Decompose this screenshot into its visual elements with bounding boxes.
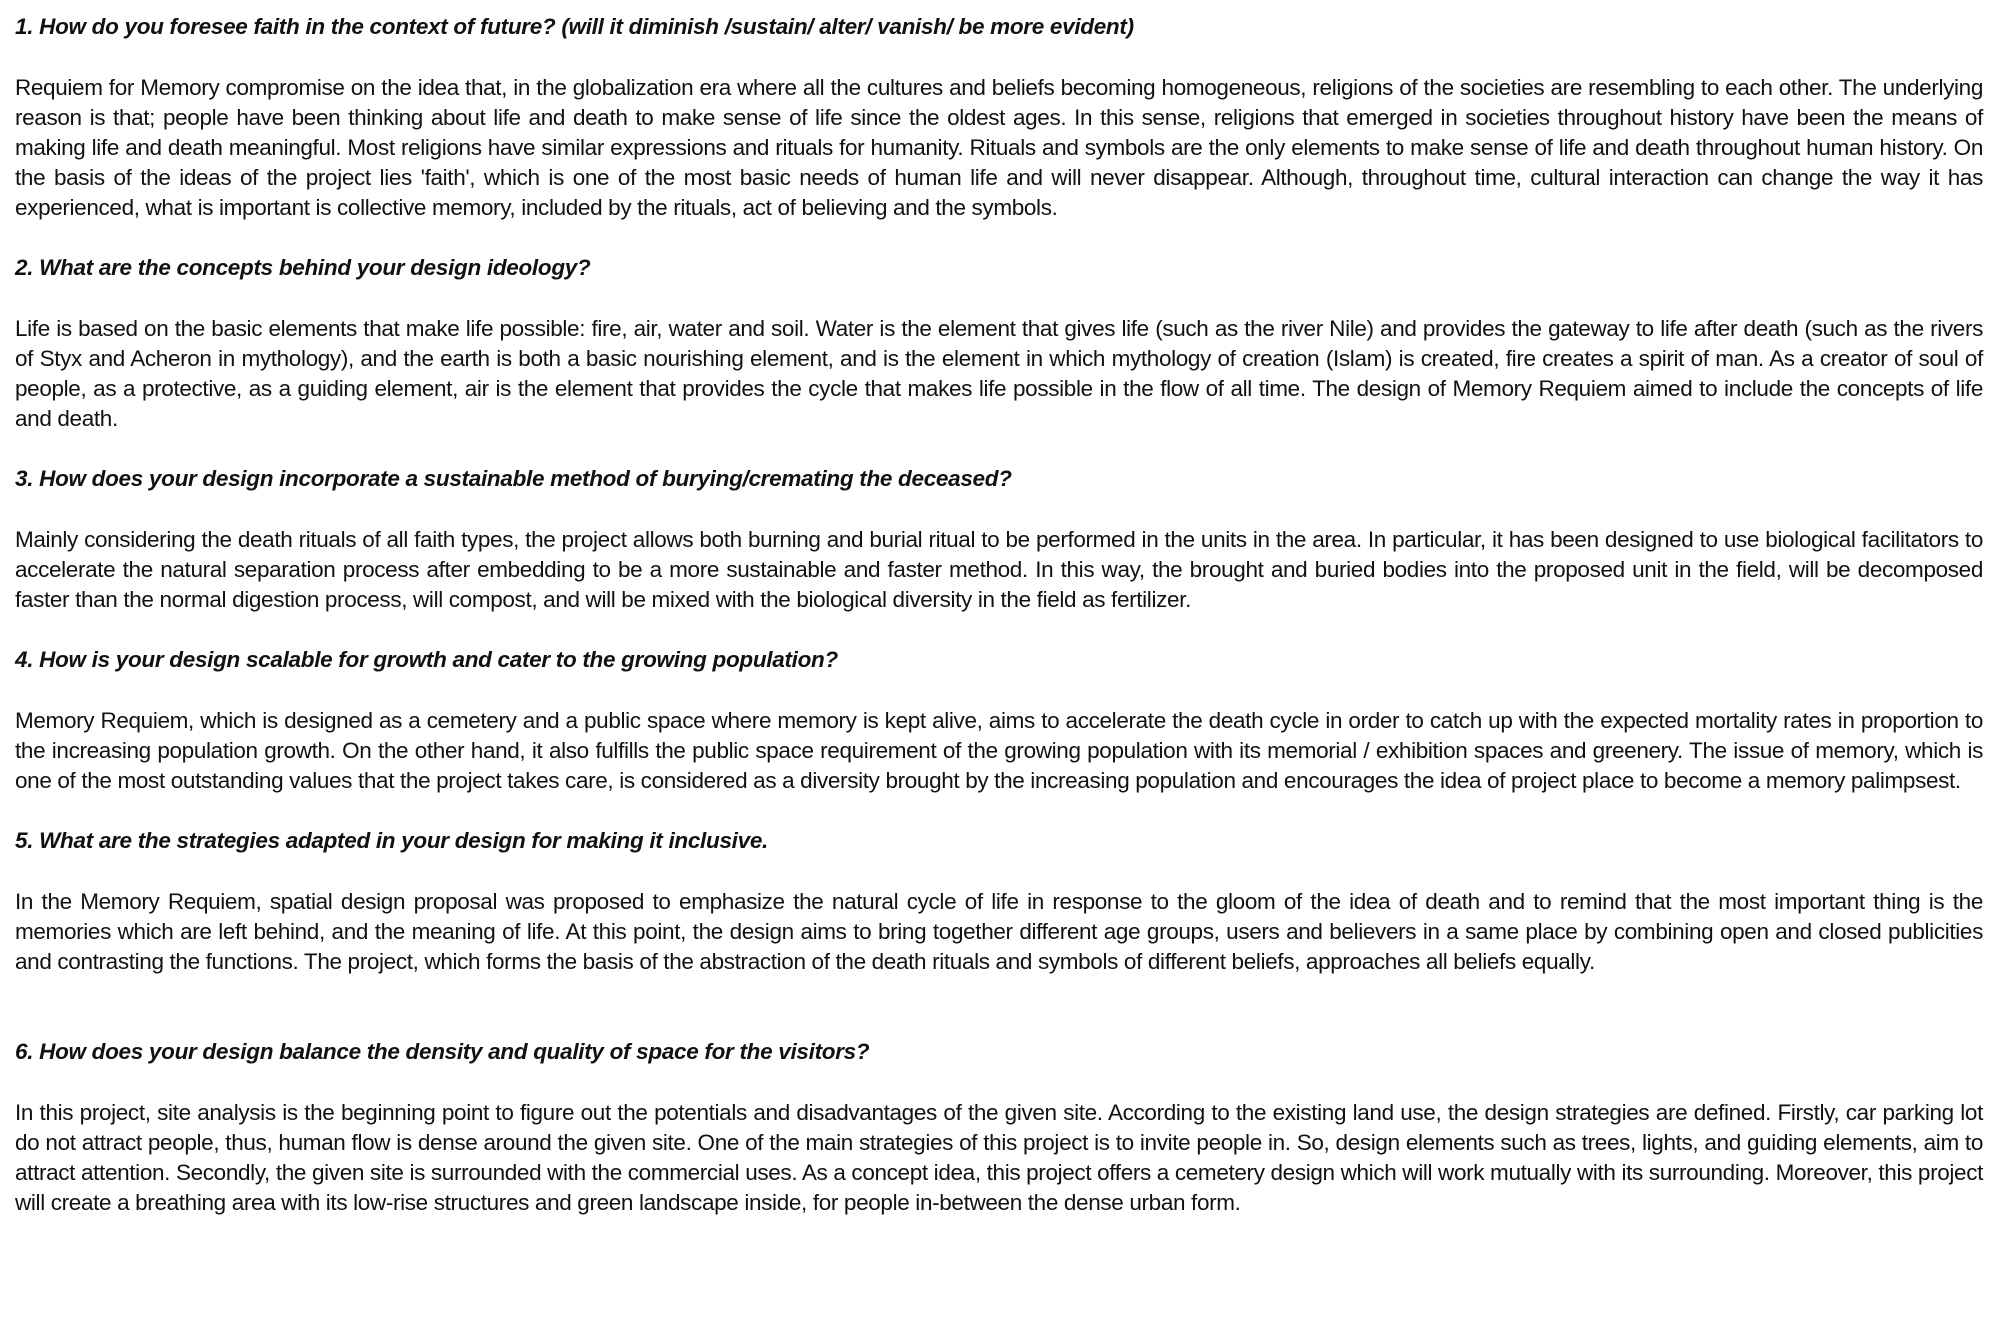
answer-paragraph: Life is based on the basic elements that make life possible: fire, air, water and soil. Water is the element that gives life (such as the river Nile) and provides the gateway to life after death (such as the rivers of Styx and Acheron in mythology), and the earth is both a basic nourishing element, and is the element in which mythology of creation (Islam) is created, fire creates a spirit of man. As a creator of soul of people, as a protective, as a guiding element, air is the element that provides the cycle that makes life possible in the flow of all time. The design of Memory Requiem aimed to include the concepts of life and death. xyxy=(15,316,1983,431)
qa-section-4 xyxy=(15,645,1983,796)
qa-section-2 xyxy=(15,253,1983,434)
document-page xyxy=(15,12,1983,1218)
answer-paragraph: Mainly considering the death rituals of all faith types, the project allows both burning and burial ritual to be performed in the units in the area. In particular, it has been designed to use biological facilitators to accelerate the natural separation process after embedding to be a more sustainable and faster method. In this way, the brought and buried bodies into the proposed unit in the field, will be decomposed faster than the normal digestion process, will compost, and will be mixed with the biological diversity in the field as fertilizer. xyxy=(15,527,1983,612)
answer-paragraph: In the Memory Requiem, spatial design proposal was proposed to emphasize the natural cycle of life in response to the gloom of the idea of death and to remind that the most important thing is the memories which are left behind, and the meaning of life. At this point, the design aims to bring together different age groups, users and believers in a same place by combining open and closed publicities and contrasting the functions. The project, which forms the basis of the abstraction of the death rituals and symbols of different beliefs, approaches all beliefs equally. xyxy=(15,889,1983,974)
qa-section-6 xyxy=(15,1037,1983,1218)
question-heading: 1. How do you foresee faith in the context of future? (will it diminish /sustain/ alter/ vanish/ be more evident) xyxy=(15,14,1134,39)
answer-paragraph: Memory Requiem, which is designed as a cemetery and a public space where memory is kept alive, aims to accelerate the death cycle in order to catch up with the expected mortality rates in proportion to the increasing population growth. On the other hand, it also fulfills the public space requirement of the growing population with its memorial / exhibition spaces and greenery. The issue of memory, which is one of the most outstanding values that the project takes care, is considered as a diversity brought by the increasing population and encourages the idea of project place to become a memory palimpsest. xyxy=(15,708,1983,793)
question-heading: 2. What are the concepts behind your design ideology? xyxy=(15,255,591,280)
answer-paragraph: In this project, site analysis is the beginning point to figure out the potentials and disadvantages of the given site. According to the existing land use, the design strategies are defined. Firstly, car parking lot do not attract people, thus, human flow is dense around the given site. One of the main strategies of this project is to invite people in. So, design elements such as trees, lights, and guiding elements, aim to attract attention. Secondly, the given site is surrounded with the commercial uses. As a concept idea, this project offers a cemetery design which will work mutually with its surrounding. Moreover, this project will create a breathing area with its low-rise structures and green landscape inside, for people in-between the dense urban form. xyxy=(15,1100,1983,1215)
question-heading: 4. How is your design scalable for growth and cater to the growing population? xyxy=(15,647,838,672)
question-heading: 3. How does your design incorporate a sustainable method of burying/cremating the deceased? xyxy=(15,466,1012,491)
qa-section-5 xyxy=(15,826,1983,977)
qa-section-1 xyxy=(15,12,1983,223)
question-heading: 6. How does your design balance the density and quality of space for the visitors? xyxy=(15,1039,870,1064)
answer-paragraph: Requiem for Memory compromise on the idea that, in the globalization era where all the cultures and beliefs becoming homogeneous, religions of the societies are resembling to each other. The underlying reason is that; people have been thinking about life and death to make sense of life since the oldest ages. In this sense, religions that emerged in societies throughout history have been the means of making life and death meaningful. Most religions have similar expressions and rituals for humanity. Rituals and symbols are the only elements to make sense of life and death throughout human history. On the basis of the ideas of the project lies 'faith', which is one of the most basic needs of human life and will never disappear. Although, throughout time, cultural interaction can change the way it has experienced, what is important is collective memory, included by the rituals, act of believing and the symbols. xyxy=(15,75,1983,220)
question-heading: 5. What are the strategies adapted in your design for making it inclusive. xyxy=(15,828,768,853)
qa-section-3 xyxy=(15,464,1983,615)
